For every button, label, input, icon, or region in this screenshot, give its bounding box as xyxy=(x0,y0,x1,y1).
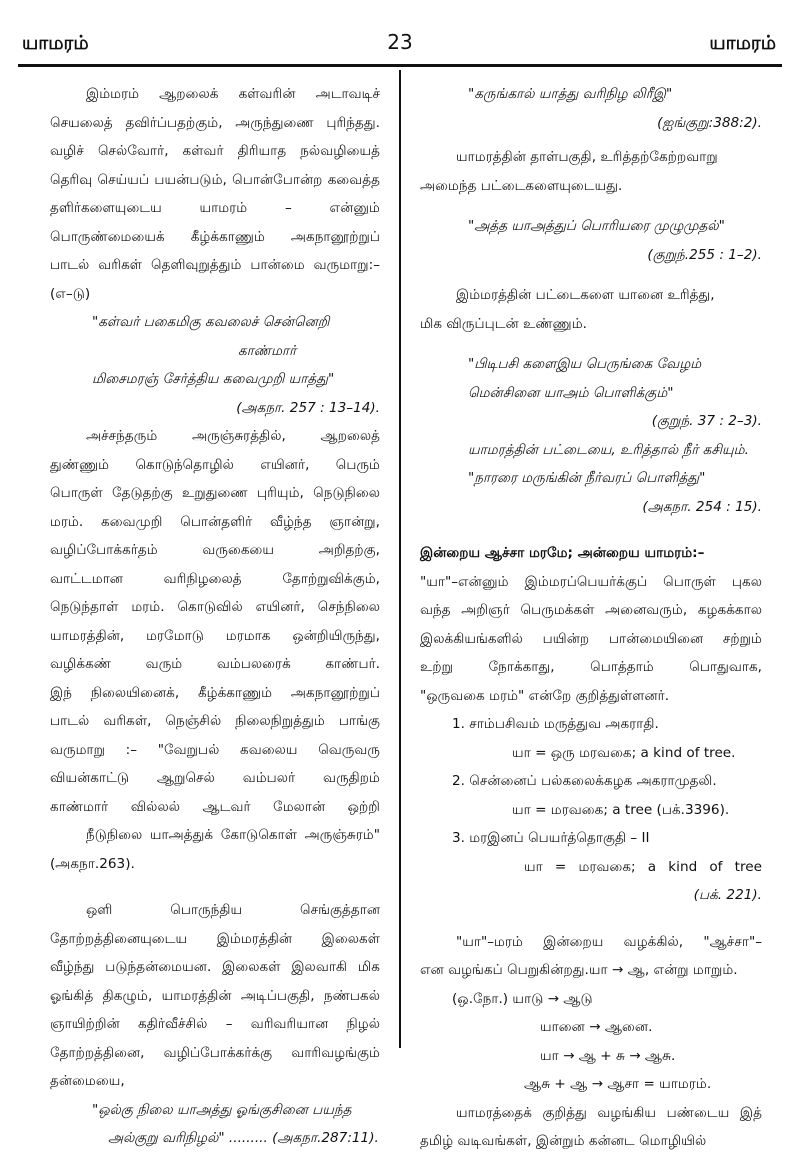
paragraph-line: (எ–டு) xyxy=(50,285,91,302)
paragraph-line: மிக விருப்புடன் உண்ணும். xyxy=(420,315,587,332)
paragraph-line: யாமரத்தின், மரமோடு மரமாக ஒன்றியிருந்து, xyxy=(50,627,380,644)
verse-citation: (அகநா. 254 : 15). xyxy=(642,498,762,515)
paragraph-line: நெடுந்தாள் மரம். கொடுவில் எயினர், செந்நிலை xyxy=(50,599,380,615)
right-column xyxy=(420,80,762,1156)
paragraph-line: பொருண்மையைக் கீழ்க்காணும் அகநானூற்றுப் xyxy=(50,228,380,245)
paragraph-line: துண்ணும் கொடுந்தொழில் எயினர், பெரும் xyxy=(50,456,380,473)
paragraph-line: அமைந்த பட்டைகளையுடையது. xyxy=(420,177,623,194)
paragraph-line: தளிர்களையுடைய யாமரம் – என்னும் xyxy=(50,200,380,216)
verse-quote-line: "கருங்கால் யாத்து வரிநிழ லிரீஇ" xyxy=(468,86,673,102)
paragraph-line: இலக்கியங்களில் பயின்ற பான்மையினை சற்றும் xyxy=(420,630,762,647)
section-lead: இன்றைய ஆச்சா மரமே; அன்றைய யாமரம்:– xyxy=(420,545,705,561)
paragraph-line: (அகநா.263). xyxy=(50,855,135,872)
verse-quote-line: "நாரரை மருங்கின் நீர்வரப் பொளித்து" xyxy=(468,470,706,486)
paragraph-line: "யா"–மரம் இன்றைய வழக்கில், "ஆச்சா"– xyxy=(456,933,762,950)
verse-citation: (ஐங்குறு:388:2). xyxy=(657,114,762,131)
paragraph-line: "ஒருவகை மரம்" என்றே குறித்துள்ளனர். xyxy=(420,687,670,704)
paragraph-line: தோற்றத்தினை, வழிப்போக்கர்க்கு வாரிவழங்கும் xyxy=(50,1044,380,1061)
header-rule xyxy=(18,64,782,67)
paragraph-line: பாடல் வரிகள் தெளிவுறுத்தும் பான்மை வருமாறு:– xyxy=(50,257,380,273)
reference-title: 1. சாம்பசிவம் மருத்துவ அகராதி. xyxy=(452,716,659,732)
verse-citation: (அகநா. 257 : 13–14). xyxy=(236,399,380,416)
paragraph-line: நீடுநிலை யாஅத்துக் கோடுகொள் அருஞ்சுரம்" xyxy=(86,827,380,843)
paragraph-line: வந்த அறிஞர் பெருமக்கள் அனைவரும், கழகக்கால xyxy=(420,602,762,618)
paragraph-line: வழிப்போக்கர்தம் வருகையை அறிதற்கு, xyxy=(50,542,380,558)
verse-quote-line: "அத்த யாஅத்துப் பொரியரை முழுமுதல்" xyxy=(468,218,725,234)
paragraph-line: என வழங்கப் பெறுகின்றது.யா → ஆ, என்று மாறும். xyxy=(420,962,738,978)
paragraph-line: யாமரத்தின் தாள்பகுதி, உரித்தற்கேற்றவாறு xyxy=(456,149,718,165)
example-label: (ஒ.நோ.) யாடு → ஆடு xyxy=(452,990,593,1007)
column-divider xyxy=(399,70,401,1048)
paragraph-line: தோற்றத்தினையுடைய இம்மரத்தின் இலைகள் xyxy=(50,930,380,947)
reference-definition: யா = மரவகை; a tree (பக்.3396). xyxy=(512,801,730,818)
paragraph-line: வியன்காட்டு ஆறுசெல் வம்பலர் வருதிறம் xyxy=(50,770,380,786)
verse-quote-line: அல்குறு வரிநிழல்" ......... (அகநா.287:11). xyxy=(108,1130,379,1146)
paragraph-line: அச்சந்தரும் அருஞ்சுரத்தில், ஆறலைத் xyxy=(86,428,380,444)
left-column xyxy=(50,80,380,1153)
running-title-left: யாமரம் xyxy=(22,32,89,54)
paragraph-line: காண்மார் வில்லல் ஆடவர் மேலான் ஒற்றி xyxy=(50,798,380,815)
paragraph-line: வழிக்கண் வரும் வம்பலரைக் காண்பர். xyxy=(50,656,380,672)
verse-quote-line: "ஒல்கு நிலை யாஅத்து ஓங்குசினை பயந்த xyxy=(92,1101,352,1118)
reference-title: 2. சென்னைப் பல்கலைக்கழக அகராமுதலி. xyxy=(452,773,717,789)
page-number: 23 xyxy=(387,30,413,54)
paragraph-line: வருமாறு :– "வேறுபல் கவலைய வெருவரு xyxy=(50,741,380,758)
reference-definition: யா = ஒரு மரவகை; a kind of tree. xyxy=(512,744,736,761)
paragraph-line: பாடல் வரிகள், நெஞ்சில் நிலைநிறுத்தும் பாங்கு xyxy=(50,713,380,729)
paragraph-line: வழிச் செல்வோர், கள்வர் திரியாத நல்வழியைத் xyxy=(50,143,380,159)
verse-quote-line: மென்சினை யாஅம் பொளிக்கும்" xyxy=(468,384,674,401)
verse-citation: (குறுந். 37 : 2–3). xyxy=(651,413,762,429)
paragraph-line: பொருள் தேடுதற்கு உறுதுணை புரியும், நெடுநிலை xyxy=(50,485,380,501)
paragraph-line: வாட்டமான வரிநிழலைத் தோற்றுவிக்கும், xyxy=(50,570,380,587)
example-line: ஆசு + ஆ → ஆசா = யாமரம். xyxy=(524,1076,712,1092)
paragraph-line: வீழ்ந்து படுந்தன்மையன. இலைகள் இலவாகி மிக xyxy=(50,959,380,975)
verse-quote-line: "கள்வர் பகைமிகு கவலைச் சென்னெறி xyxy=(92,314,330,330)
paragraph-line: இம்மரத்தின் பட்டைகளை யானை உரித்து, xyxy=(456,287,715,303)
paragraph-line: தெரிவு செய்யப் பயன்படும், பொன்போன்ற கவைத்த xyxy=(50,171,380,188)
reference-page: (பக். 221). xyxy=(693,887,762,903)
paragraph-line: ஒளி பொருந்திய செங்குத்தான xyxy=(86,902,380,918)
paragraph-line: தமிழ் வடிவங்கள், இன்றும் கன்னட மொழியில் xyxy=(420,1133,707,1149)
running-title-right: யாமரம் xyxy=(709,32,776,54)
paragraph-line: "யா"–என்னும் இம்மரப்பெயர்க்குப் பொருள் புகல xyxy=(420,573,762,590)
example-line: யானை → ஆனை. xyxy=(540,1019,653,1035)
paragraph-line: மரம். கவைமுறி பொன்தளிர் வீழ்ந்த ஞான்று, xyxy=(50,513,380,530)
verse-quote-line: "பிடிபசி களைஇய பெருங்கை வேழம் xyxy=(468,356,702,372)
italic-note: யாமரத்தின் பட்டையை, உரித்தால் நீர் கசியும். xyxy=(468,441,749,458)
paragraph-line: ஞாயிற்றின் கதிர்வீச்சில் – வரிவரியான நிழல் xyxy=(50,1016,380,1032)
paragraph-line: யாமரத்தைக் குறித்து வழங்கிய பண்டைய இத் xyxy=(456,1104,762,1121)
verse-quote-line: மிசைமரஞ் சேர்த்திய கவைமுறி யாத்து" xyxy=(92,371,335,387)
paragraph-line: தன்மையை, xyxy=(50,1073,125,1089)
paragraph-line: இந் நிலையினைக், கீழ்க்காணும் அகநானூற்றுப் xyxy=(50,684,380,701)
verse-quote-line: காண்மார் xyxy=(238,342,297,359)
example-line: யா → ஆ + சு → ஆசு. xyxy=(540,1047,676,1064)
paragraph-line: ஓங்கித் திகழும், யாமரத்தின் அடிப்பகுதி, நண்பகல் xyxy=(50,987,380,1004)
paragraph-line: இம்மரம் ஆறலைக் கள்வரின் அடாவடிச் xyxy=(86,86,380,102)
paragraph-line: செயலைத் தவிர்ப்பதற்கும், அருந்துணை புரிந்தது. xyxy=(50,114,380,131)
verse-citation: (குறுந்.255 : 1–2). xyxy=(647,246,762,263)
paragraph-line: உற்று நோக்காது, பொத்தாம் பொதுவாக, xyxy=(420,659,762,675)
reference-title: 3. மரஇனப் பெயர்த்தொகுதி – II xyxy=(452,830,650,846)
reference-definition: யா = மரவகை; a kind of tree xyxy=(524,858,762,875)
